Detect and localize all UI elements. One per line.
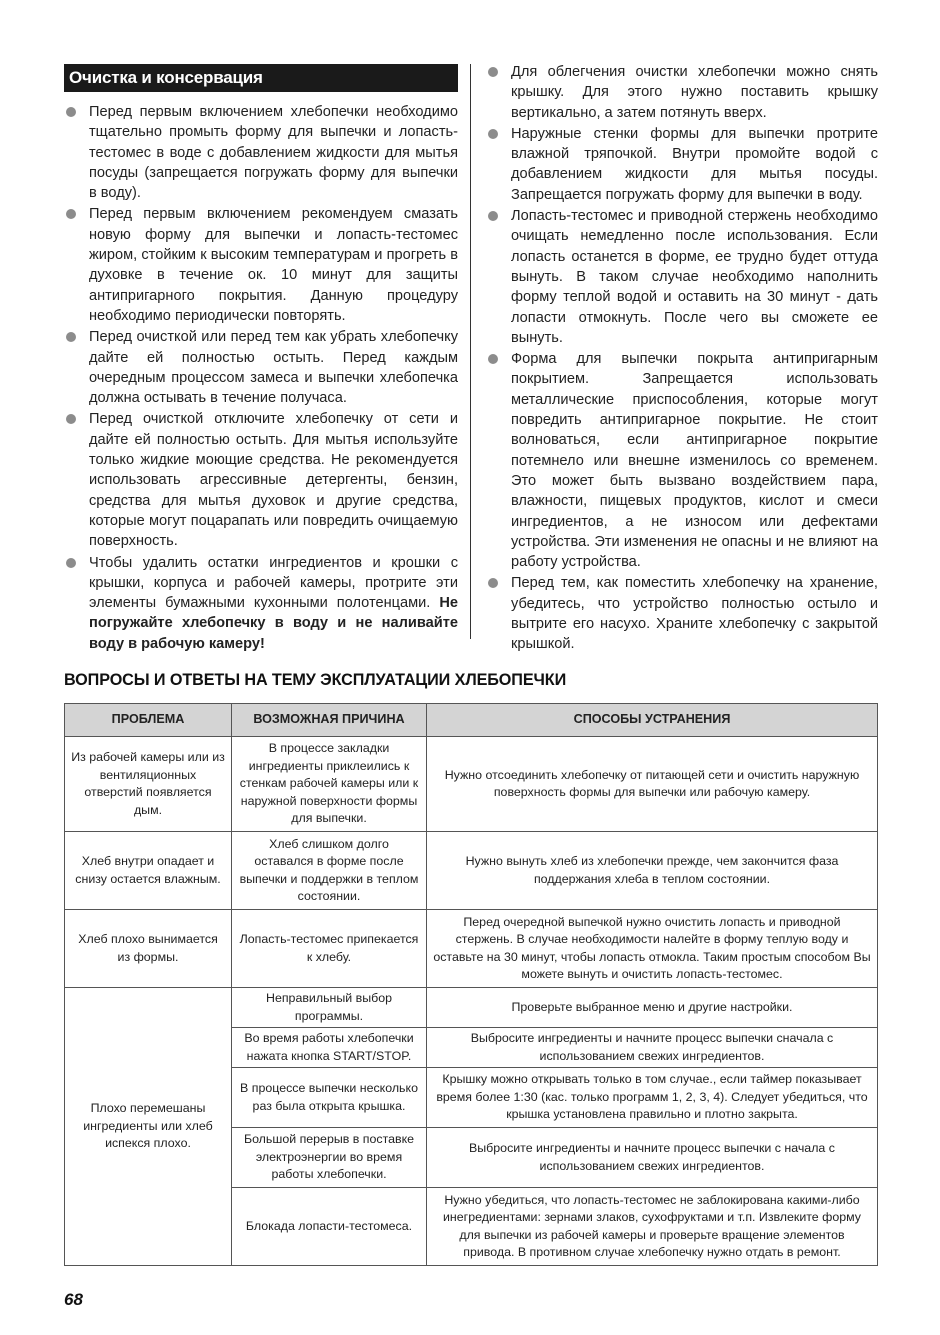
solution-cell: Нужно отсоединить хлебопечку от питающей сети и очистить наружную поверхность формы для выпечки или рабочую камеру.: [427, 737, 878, 832]
list-item: Перед очисткой отключите хлебопечку от сети и дайте ей полностью остыть. Для мытья используйте только жидкие моющие средства. Не рекомендуется использовать агрессивные детергенты, бензин, средства для мытья духовок и другие средства, которые могут поцарапать или повредить очищаемую поверхность.: [64, 409, 458, 551]
cause-cell: В процессе закладки ингредиенты приклеились к стенкам рабочей камеры или к наружной поверхности формы для выпечки.: [232, 737, 427, 832]
solution-cell: Выбросите ингредиенты и начните процесс выпечки сначала с использованием свежих ингредиентов.: [427, 1028, 878, 1068]
page-number: 68: [64, 1290, 83, 1309]
column-divider: [470, 64, 471, 639]
list-item-with-warning: [64, 553, 458, 654]
problem-cell: Хлеб внутри опадает и снизу остается влажным.: [65, 832, 232, 910]
solution-cell: Перед очередной выпечкой нужно очистить лопасть и приводной стержень. В случае необходимости налейте в форму теплую воду и оставьте на 30 минут, чтобы лопасть отмокла. Таким простым способом Вы можете вынуть и очистить лопасть-тестомес.: [427, 910, 878, 988]
solution-cell: Нужно вынуть хлеб из хлебопечки прежде, чем закончится фаза поддержания хлеба в теплом состоянии.: [427, 832, 878, 910]
list-item: Перед первым включением рекомендуем смазать новую форму для выпечки и лопасть-тестомес жиром, стойким к высоким температурам и прогреть в духовке в течение ок. 10 минут для защиты антипригарного покрытия. Данную процедуру необходимо периодически повторять.: [64, 204, 458, 326]
cause-cell: Блокада лопасти-тестомеса.: [232, 1188, 427, 1266]
right-column: [486, 62, 878, 656]
cleaning-list-continued: [486, 62, 878, 655]
solution-cell: Крышку можно открывать только в том случае., если таймер показывает время более 1:30 (кас. только программ 1, 2, 3, 4). Следует убедиться, что крышка установлена правильно и плотно закрыта.: [427, 1068, 878, 1128]
cleaning-list: [64, 102, 458, 654]
cause-cell: Хлеб слишком долго оставался в форме после выпечки и поддержки в теплом состоянии.: [232, 832, 427, 910]
list-item: Лопасть-тестомес и приводной стержень необходимо очищать немедленно после использования. Если лопасть останется в форме, ее трудно будет оттуда вынуть. В таком случае необходимо наполнить форму теплой водой и оставить на 30 минут - дать лопасти отмокнуть. После чего вы сможете ее вынуть.: [486, 206, 878, 348]
table-row: [65, 988, 878, 1028]
cause-cell: Лопасть-тестомес припекается к хлебу.: [232, 910, 427, 988]
problem-cell: Из рабочей камеры или из вентиляционных отверстий появляется дым.: [65, 737, 232, 832]
table-row: [65, 832, 878, 910]
table-header-row: [65, 704, 878, 737]
header-cause: ВОЗМОЖНАЯ ПРИЧИНА: [232, 704, 427, 737]
cause-cell: Большой перерыв в поставке электроэнергии во время работы хлебопечки.: [232, 1128, 427, 1188]
warning-text: Не погружайте хлебопечку в воду и не наливайте воду в рабочую камеру!: [89, 595, 458, 652]
table-row: [65, 737, 878, 832]
left-column: [64, 62, 458, 655]
list-item: Форма для выпечки покрыта антипригарным покрытием. Запрещается использовать металлические приспособления, которые могут повредить антипригарное покрытие. Не стоит волноваться, если антипригарное покрытие потемнело или внешне изменилось со временем. Это может быть вызвано воздействием пара, влажности, пищевых продуктов, кислот и смеси ингредиентов, а не износом или дефектами устройства. Эти изменения не опасны и не влияют на работу устройства.: [486, 349, 878, 572]
solution-cell: Выбросите ингредиенты и начните процесс выпечки с начала с использованием свежих ингредиентов.: [427, 1128, 878, 1188]
solution-cell: Нужно убедиться, что лопасть-тестомес не заблокирована какими-либо инегредиентами: зернами злаков, сухофруктами и т.п. Извлеките форму для выпечки из рабочей камеры и проверьте вращение элементов привода. В противном случае хлебопечку нужно отдать в ремонт.: [427, 1188, 878, 1266]
qa-section-title: ВОПРОСЫ И ОТВЕТЫ НА ТЕМУ ЭКСПЛУАТАЦИИ ХЛЕБОПЕЧКИ: [64, 671, 567, 689]
cause-cell: В процессе выпечки несколько раз была открыта крышка.: [232, 1068, 427, 1128]
list-item: Перед тем, как поместить хлебопечку на хранение, убедитесь, что устройство полностью остыло и вытрите его насухо. Храните хлебопечку с закрытой крышкой.: [486, 573, 878, 654]
solution-cell: Проверьте выбранное меню и другие настройки.: [427, 988, 878, 1028]
list-item: Наружные стенки формы для выпечки протрите влажной тряпочкой. Внутри промойте водой с добавлением жидкости для мытья посуды. Запрещается погружать форму для выпечки в воду.: [486, 124, 878, 205]
cause-cell: Неправильный выбор программы.: [232, 988, 427, 1028]
troubleshooting-table: [64, 703, 878, 1266]
list-item: Перед очисткой или перед тем как убрать хлебопечку дайте ей полностью остыть. Перед каждым очередным процессом замеса и выпечки хлебопечка должна остывать в течение получаса.: [64, 327, 458, 408]
problem-cell: Хлеб плохо вынимается из формы.: [65, 910, 232, 988]
header-solution: СПОСОБЫ УСТРАНЕНИЯ: [427, 704, 878, 737]
cause-cell: Во время работы хлебопечки нажата кнопка START/STOP.: [232, 1028, 427, 1068]
list-item-text: Чтобы удалить остатки ингредиентов и крошки с крышки, корпуса и рабочей камеры, протрите эти элементы бумажными кухонными полотенцами.: [89, 554, 458, 612]
problem-cell: Плохо перемешаны ингредиенты или хлеб испекся плохо.: [65, 988, 232, 1266]
list-item: Для облегчения очистки хлебопечки можно снять крышку. Для этого нужно поставить крышку вертикально, а затем потянуть вверх.: [486, 62, 878, 123]
table-row: [65, 910, 878, 988]
list-item: Перед первым включением хлебопечки необходимо тщательно промыть форму для выпечки и лопасть-тестомес в воде с добавлением жидкости для мытья посуды (запрещается погружать форму для выпечки в воду).: [64, 102, 458, 203]
header-problem: ПРОБЛЕМА: [65, 704, 232, 737]
section-title-cleaning: Очистка и консервация: [64, 64, 458, 92]
